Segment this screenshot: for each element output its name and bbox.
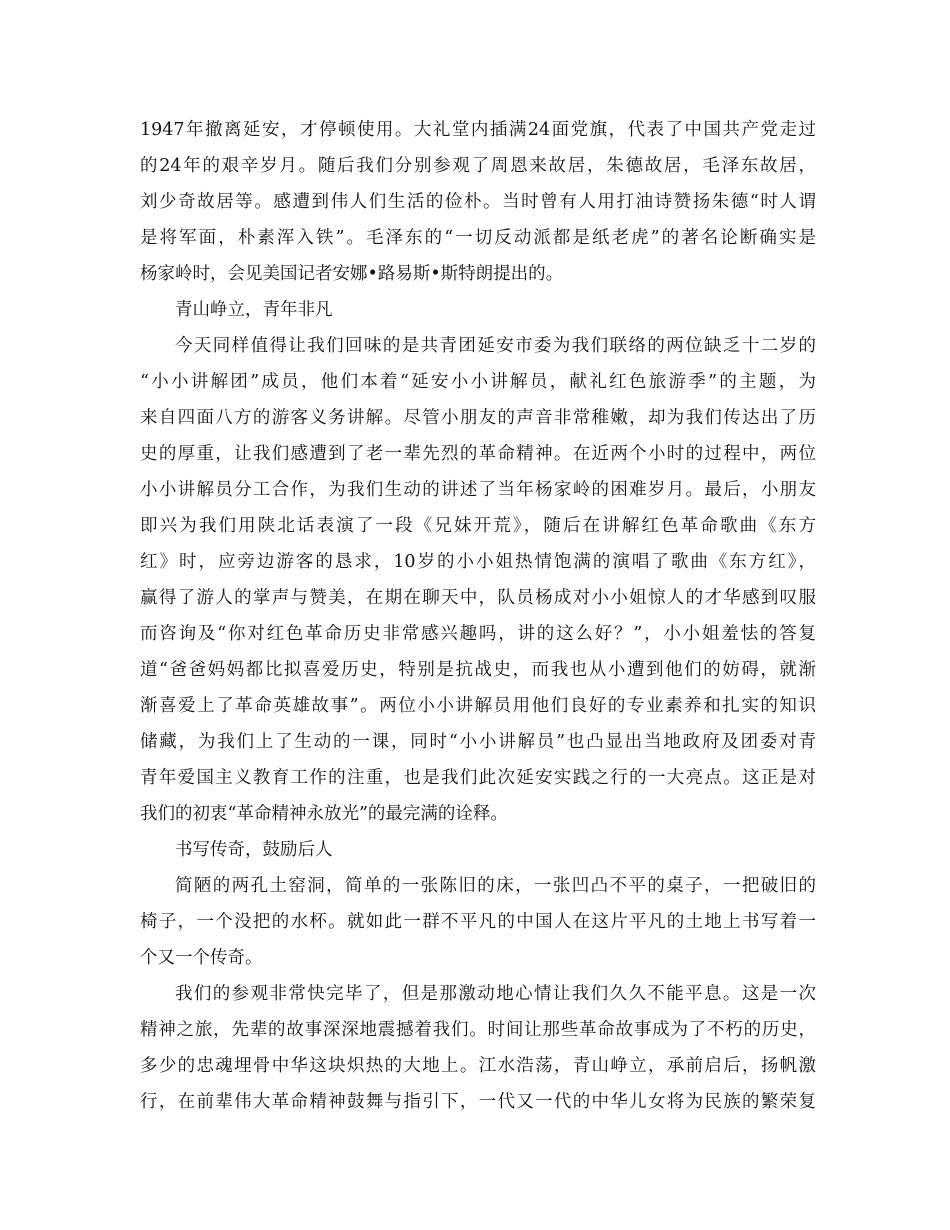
text-line: 刘少奇故居等。感遭到伟人们生活的俭朴。当时曾有人用打油诗赞扬朱德“时人谓 [140, 192, 816, 212]
text-line: 青山峥立，青年非凡 [175, 300, 333, 320]
text-line: 行，在前辈伟大革命精神鼓舞与指引下，一代又一代的中华儿女将为民族的繁荣复 [140, 1092, 816, 1112]
text-line: 精神之旅，先辈的故事深深地震撼着我们。时间让那些革命故事成为了不朽的历史， [140, 1020, 816, 1040]
text-line: 赢得了游人的掌声与赞美，在期在聊天中，队员杨成对小小姐惊人的才华感到叹服 [140, 588, 816, 608]
text-line: 书写传奇，鼓励后人 [175, 840, 333, 860]
text-line: 今天同样值得让我们回味的是共青团延安市委为我们联络的两位缺乏十二岁的 [175, 336, 816, 356]
text-line: 青年爱国主义教育工作的注重，也是我们此次延安实践之行的一大亮点。这正是对 [140, 768, 816, 788]
text-line: 道“爸爸妈妈都比拟喜爱历史，特别是抗战史，而我也从小遭到他们的妨碍，就渐 [140, 660, 816, 680]
text-line: 史的厚重，让我们感遭到了老一辈先烈的革命精神。在近两个小时的过程中，两位 [140, 444, 816, 464]
text-line: 小小讲解员分工合作，为我们生动的讲述了当年杨家岭的困难岁月。最后，小朋友 [140, 480, 816, 500]
text-line: 简陋的两孔土窑洞，简单的一张陈旧的床，一张凹凸不平的桌子，一把破旧的 [175, 876, 816, 896]
text-line: 的24年的艰辛岁月。随后我们分别参观了周恩来故居，朱德故居，毛泽东故居， [140, 156, 816, 176]
paragraph-spiritual-journey [140, 976, 816, 1120]
heading-writing-legends [140, 832, 816, 868]
text-line: 来自四面八方的游客义务讲解。尽管小朋友的声音非常稚嫩，却为我们传达出了历 [140, 408, 816, 428]
heading-green-mountains [140, 292, 816, 328]
text-line: 红》时，应旁边游客的恳求，10岁的小小姐热情饱满的演唱了歌曲《东方红》， [140, 552, 816, 572]
text-line: 而咨询及“你对红色革命历史非常感兴趣吗，讲的这么好？”，小小姐羞怯的答复 [140, 624, 816, 644]
text-line: 我们的初衷“革命精神永放光”的最完满的诠释。 [140, 804, 508, 824]
paragraph-cave-dwellings [140, 868, 816, 976]
text-line: 多少的忠魂埋骨中华这块炽热的大地上。江水浩荡，青山峥立，承前启后，扬帆激 [140, 1056, 816, 1076]
text-line: 是将军面，朴素浑入铁”。毛泽东的“一切反动派都是纸老虎”的著名论断确实是 [140, 228, 816, 248]
text-line: 个又一个传奇。 [140, 948, 263, 968]
text-line: 1947年撤离延安，才停顿使用。大礼堂内插满24面党旗，代表了中国共产党走过 [140, 120, 816, 140]
text-line: 椅子，一个没把的水杯。就如此一群不平凡的中国人在这片平凡的土地上书写着一 [140, 912, 816, 932]
text-line: 渐喜爱上了革命英雄故事”。两位小小讲解员用他们良好的专业素养和扎实的知识 [140, 696, 816, 716]
text-line: “小小讲解团”成员，他们本着“延安小小讲解员，献礼红色旅游季”的主题，为 [140, 372, 816, 392]
paragraph-little-guides [140, 328, 816, 832]
text-line: 杨家岭时，会见美国记者安娜•路易斯•斯特朗提出的。 [140, 264, 564, 284]
paragraph-great-hall [140, 112, 816, 292]
text-line: 我们的参观非常快完毕了，但是那激动地心情让我们久久不能平息。这是一次 [175, 984, 816, 1004]
text-line: 即兴为我们用陕北话表演了一段《兄妹开荒》，随后在讲解红色革命歌曲《东方 [140, 516, 816, 536]
text-line: 储藏，为我们上了生动的一课，同时“小小讲解员”也凸显出当地政府及团委对青 [140, 732, 816, 752]
document-body [140, 112, 816, 1120]
